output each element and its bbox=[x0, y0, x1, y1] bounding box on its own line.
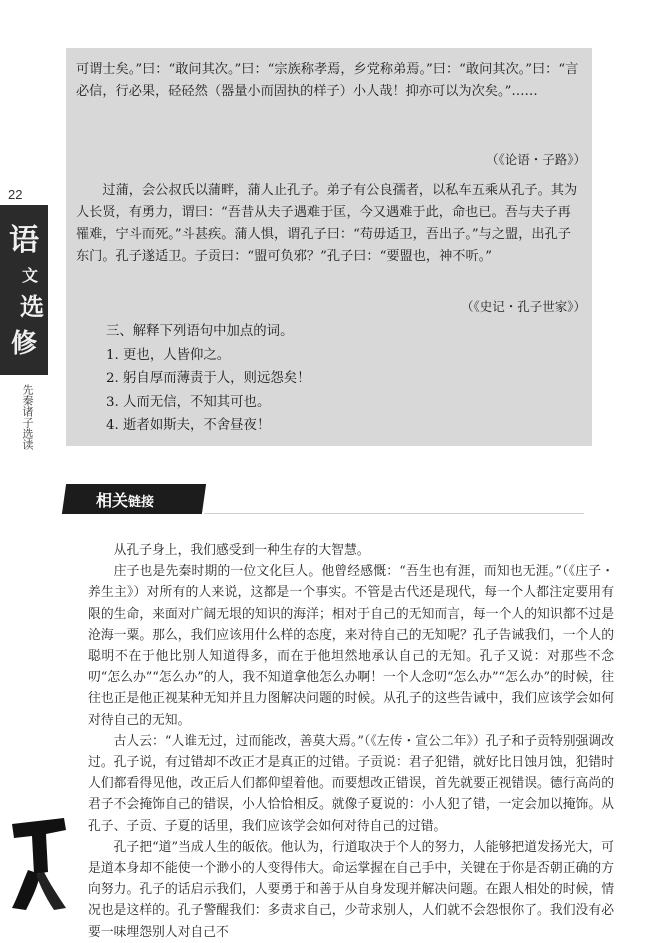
calligraphy-figure-decoration bbox=[4, 812, 74, 912]
margin-title-char: 语 bbox=[9, 223, 39, 258]
section-header-big: 相关 bbox=[96, 491, 129, 510]
body-paragraph: 孔子把“道”当成人生的皈依。他认为，行道取决于个人的努力，人能够把道发扬光大，可是道本身却不能使一个渺小的人变得伟大。命运掌握在自己手中，关键在于你是否朝正确的方向努力。孔子的话启示我们，人要勇于和善于从自身发现并解决问题。在跟人相处的时候，情况也是这样的。孔子警醒我们：多责求自己，少苛求别人，人们就不会怨恨你了。我们没有必要一味埋怨别人对自己不 bbox=[88, 839, 614, 940]
margin-title-char: 文 bbox=[21, 266, 38, 285]
body-text bbox=[88, 540, 614, 943]
exercise-item: 4. 逝者如斯夫，不舍昼夜！ bbox=[106, 418, 271, 433]
exercise-title: 三、解释下列语句中加点的词。 bbox=[106, 324, 294, 339]
page-number: 22 bbox=[8, 187, 23, 202]
margin-subtitle: 先秦诸子选读 bbox=[21, 384, 34, 450]
exercise-item: 3. 人而无信，不知其可也。 bbox=[106, 394, 271, 410]
exercise bbox=[106, 320, 566, 438]
citation-2: （《史记・孔子世家》） bbox=[460, 299, 586, 314]
reading-passage-1: 可谓士矣。”曰：“敢问其次。”曰：“宗族称孝焉，乡党称弟焉。”曰：“敢问其次。”曰：“言必信，行必果，硁硁然（器量小而固执的样子）小人哉！抑亦可以为次矣。”…… bbox=[76, 62, 579, 99]
section-divider bbox=[204, 513, 584, 514]
section-header-title bbox=[96, 488, 154, 511]
margin-title-char: 选 bbox=[20, 292, 44, 321]
body-paragraph: 古人云：“人谁无过，过而能改，善莫大焉。”（《左传・宣公二年》）孔子和子贡特别强调改过。孔子说，有过错却不改正才是真正的过错。子贡说：君子犯错，就好比日蚀月蚀，犯错时人们都看得见他，改正后人们都仰望着他。而要想改正错误，首先就要正视错误。德行高尚的君子不会掩饰自己的错误，小人恰恰相反。就像子夏说的：小人犯了错，一定会加以掩饰。从孔子、子贡、子夏的话里，我们应该学会如何对待自己的过错。 bbox=[88, 733, 614, 834]
section-header-small: 链接 bbox=[128, 495, 155, 510]
reading-passage-2: 过蒲，会公叔氏以蒲畔，蒲人止孔子。弟子有公良孺者，以私车五乘从孔子。其为人长贤，有勇力，谓曰：“吾昔从夫子遇难于匡，今又遇难于此，命也已。吾与夫子再罹难，宁斗而死。”斗甚疾。蒲人惧，谓孔子曰：“苟毋适卫，吾出子。”与之盟，出孔子东门。孔子遂适卫。子贡曰：“盟可负邪？”孔子曰：“要盟也，神不听。” bbox=[76, 183, 578, 264]
body-paragraph: 庄子也是先秦时期的一位文化巨人。他曾经感慨：“吾生也有涯，而知也无涯。”（《庄子・养生主》）对所有的人来说，这都是一个事实。不管是古代还是现代，每一个人都注定要用有限的生命，来面对广阔无垠的知识的海洋；相对于自己的无知而言，每一个人的知识都不过是沧海一粟。那么，我们应该用什么样的态度，来对待自己的无知呢？孔子告诫我们，一个人的聪明不在于他比别人知道得多，而在于他坦然地承认自己的无知。孔子又说：对那些不念叨“怎么办”“怎么办”的人，我不知道拿他怎么办啊！一个人念叨“怎么办”“怎么办”的时候，往往也正是他正视某种无知并且力图解决问题的时候。从孔子的这些告诫中，我们应该学会如何对待自己的无知。 bbox=[88, 564, 614, 728]
margin-title-char: 修 bbox=[10, 329, 37, 359]
exercise-item: 1. 更也，人皆仰之。 bbox=[106, 347, 231, 363]
exercise-item: 2. 躬自厚而薄责于人，则远怨矣！ bbox=[106, 371, 311, 386]
body-paragraph: 从孔子身上，我们感受到一种生存的大智慧。 bbox=[113, 543, 370, 558]
citation-1: （《论语・子路》） bbox=[485, 152, 586, 167]
